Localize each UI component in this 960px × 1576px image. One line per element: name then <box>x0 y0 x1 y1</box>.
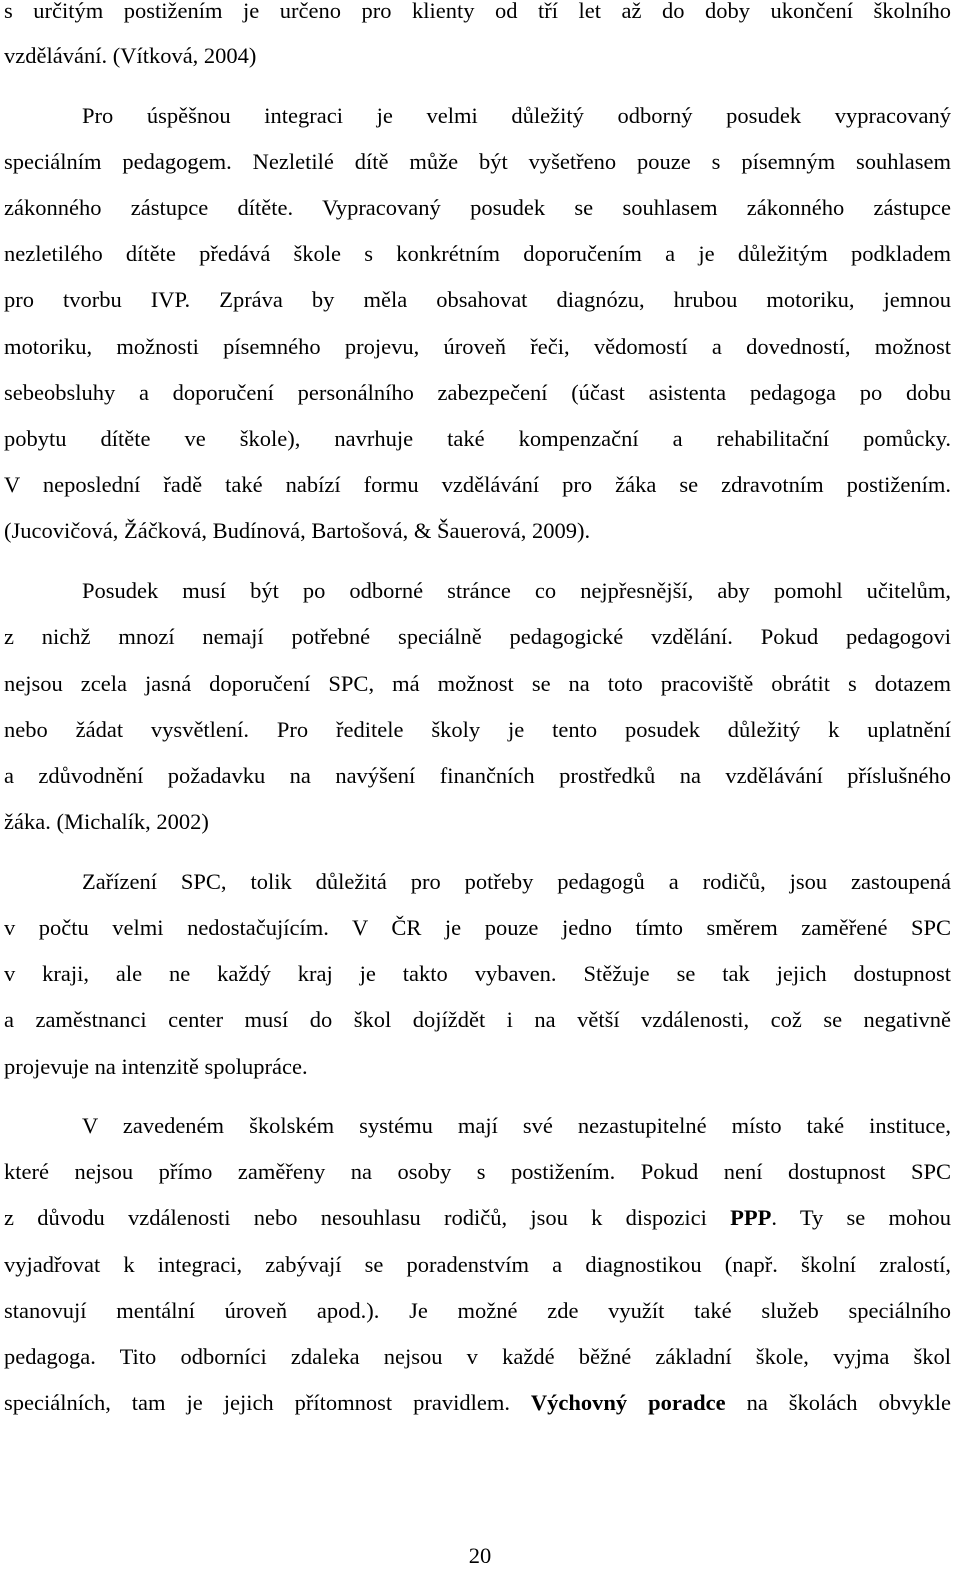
text-line: sebeobsluhy a doporučení personálního zabezpečení (účast asistenta pedagoga po dobu <box>4 380 951 405</box>
text-span: . Ty se mohou <box>771 1205 952 1230</box>
text-line: nebo žádat vysvětlení. Pro ředitele školy je tento posudek důležitý k uplatnění <box>4 717 951 742</box>
text-span: na školách obvykle <box>725 1390 951 1415</box>
text-line: a zaměstnanci center musí do škol dojíždět i na větší vzdálenosti, což se negativně <box>4 1007 951 1032</box>
text-line: žáka. (Michalík, 2002) <box>4 809 209 834</box>
text-line: s určitým postižením je určeno pro klienty od tří let až do doby ukončení školního <box>4 0 951 23</box>
text-line: z nichž mnozí nemají potřebné speciálně pedagogické vzdělání. Pokud pedagogovi <box>4 624 951 649</box>
paragraph-first-line: Zařízení SPC, tolik důležitá pro potřeby pedagogů a rodičů, jsou zastoupená <box>82 869 951 894</box>
text-line: projevuje na intenzitě spolupráce. <box>4 1054 308 1079</box>
text-line: pro tvorbu IVP. Zpráva by měla obsahovat diagnózu, hrubou motoriku, jemnou <box>4 287 951 312</box>
text-line: a zdůvodnění požadavku na navýšení finančních prostředků na vzdělávání příslušného <box>4 763 951 788</box>
text-line: zákonného zástupce dítěte. Vypracovaný posudek se souhlasem zákonného zástupce <box>4 195 951 220</box>
text-line: které nejsou přímo zaměřeny na osoby s postižením. Pokud není dostupnost SPC <box>4 1159 951 1184</box>
text-line: V neposlední řadě také nabízí formu vzdělávání pro žáka se zdravotním postižením. <box>4 472 951 497</box>
text-line: vyjadřovat k integraci, zabývají se poradenstvím a diagnostikou (např. školní zralostí, <box>4 1252 951 1277</box>
text-line: nejsou zcela jasná doporučení SPC, má možnost se na toto pracoviště obrátit s dotazem <box>4 671 951 696</box>
text-span: speciálních, tam je jejich přítomnost pravidlem. <box>4 1390 531 1415</box>
text-line: v počtu velmi nedostačujícím. V ČR je pouze jedno tímto směrem zaměřené SPC <box>4 915 951 940</box>
page-number: 20 <box>468 1543 492 1568</box>
text-line: nezletilého dítěte předává škole s konkrétním doporučením a je důležitým podkladem <box>4 241 951 266</box>
paragraph-first-line: Pro úspěšnou integraci je velmi důležitý odborný posudek vypracovaný <box>82 103 951 128</box>
bold-term: Výchovný poradce <box>530 1390 726 1415</box>
text-line: pedagoga. Tito odborníci zdaleka nejsou v každé běžné základní škole, vyjma škol <box>4 1344 951 1369</box>
text-line: pobytu dítěte ve škole), navrhuje také kompenzační a rehabilitační pomůcky. <box>4 426 951 451</box>
text-line: vzdělávání. (Vítková, 2004) <box>4 43 257 68</box>
text-line: motoriku, možnosti písemného projevu, úroveň řeči, vědomostí a dovedností, možnost <box>4 334 951 359</box>
text-line: speciálním pedagogem. Nezletilé dítě může být vyšetřeno pouze s písemným souhlasem <box>4 149 951 174</box>
text-line <box>4 1388 951 1418</box>
text-span: z důvodu vzdálenosti nebo nesouhlasu rodičů, jsou k dispozici <box>4 1205 731 1230</box>
text-line: (Jucovičová, Žáčková, Budínová, Bartošová, & Šauerová, 2009). <box>4 518 591 543</box>
text-line <box>4 1203 951 1233</box>
paragraph-first-line: Posudek musí být po odborné stránce co nejpřesnější, aby pomohl učitelům, <box>82 578 951 603</box>
text-line: stanovují mentální úroveň apod.). Je možné zde využít také služeb speciálního <box>4 1298 951 1323</box>
bold-term: PPP <box>730 1205 772 1230</box>
text-line: v kraji, ale ne každý kraj je takto vybaven. Stěžuje se tak jejich dostupnost <box>4 961 951 986</box>
paragraph-first-line: V zavedeném školském systému mají své nezastupitelné místo také instituce, <box>82 1113 951 1138</box>
